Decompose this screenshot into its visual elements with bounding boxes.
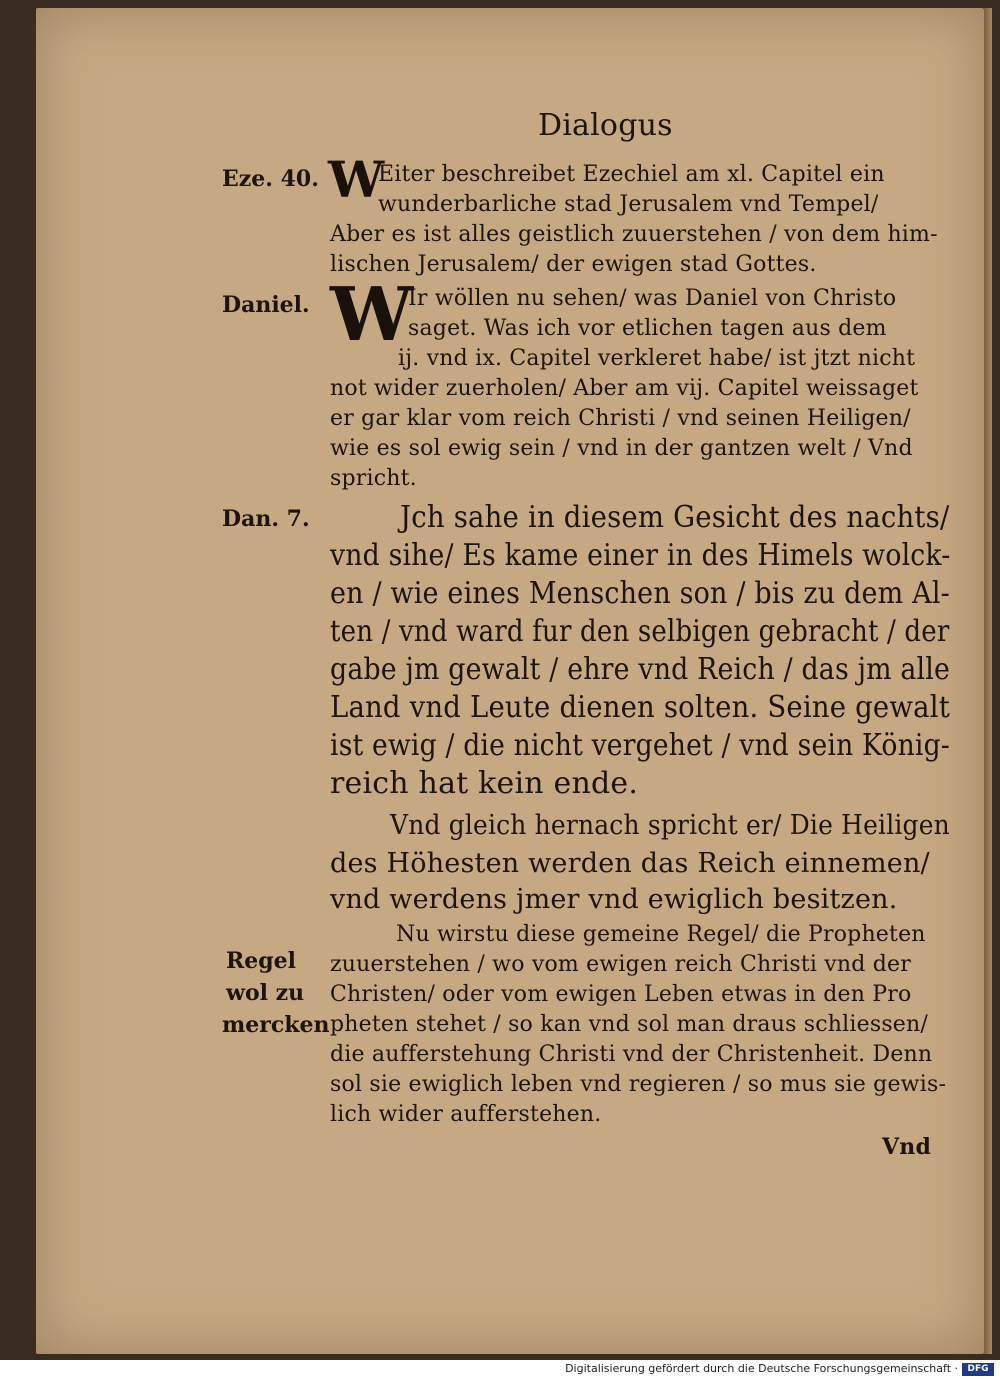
quote-line-2: vnd sihe/ Es kame einer in des Himels wolck-: [330, 538, 951, 573]
p2-line-3: ij. vnd ix. Capitel verkleret habe/ ist jtzt nicht: [398, 346, 916, 371]
margin-note-eze: Eze. 40.: [222, 166, 319, 192]
quote-line-8: reich hat kein ende.: [330, 766, 639, 801]
p3-line-4: pheten stehet / so kan vnd sol man draus schliessen/: [330, 1012, 929, 1037]
catchword: Vnd: [882, 1134, 932, 1160]
quote-line-3: en / wie eines Menschen son / bis zu dem Al-: [330, 576, 950, 611]
initial-w-1: W: [328, 150, 385, 209]
quote-line-11: vnd werdens jmer vnd ewiglich besitzen.: [330, 884, 898, 915]
quote-line-7: ist ewig / die nicht vergehet / vnd sein König-: [330, 728, 950, 763]
p2-line-7: spricht.: [330, 466, 417, 491]
p1-line-4: lischen Jerusalem/ der ewigen stad Gottes.: [330, 252, 817, 277]
margin-note-regel-1: Regel: [226, 948, 297, 974]
quote-line-6: Land vnd Leute dienen solten. Seine gewalt: [330, 690, 950, 725]
p3-line-2: zuuerstehen / wo vom ewigen reich Christi vnd der: [330, 952, 911, 977]
margin-note-regel-2: wol zu: [226, 980, 305, 1006]
footer-bar: [0, 1360, 1000, 1379]
p1-line-3: Aber es ist alles geistlich zuuerstehen / von dem him-: [330, 222, 938, 247]
page-header: Dialogus: [538, 108, 673, 143]
quote-line-10: des Höhesten werden das Reich einnemen/: [330, 848, 930, 879]
quote-line-1: Jch sahe in diesem Gesicht des nachts/: [400, 500, 950, 535]
p3-line-5: die aufferstehung Christi vnd der Christenheit. Denn: [330, 1042, 933, 1067]
p2-line-4: not wider zuerholen/ Aber am vij. Capitel weissaget: [330, 376, 919, 401]
margin-note-daniel: Daniel.: [222, 292, 310, 318]
p3-line-6: sol sie ewiglich leben vnd regieren / so mus sie gewis-: [330, 1072, 947, 1097]
p2-line-2: saget. Was ich vor etlichen tagen aus dem: [408, 316, 887, 341]
margin-note-regel-3: mercken: [222, 1012, 330, 1038]
p3-line-7: lich wider aufferstehen.: [330, 1102, 602, 1127]
p3-line-1: Nu wirstu diese gemeine Regel/ die Propheten: [396, 922, 926, 947]
quote-line-9: Vnd gleich hernach spricht er/ Die Heiligen: [390, 810, 950, 841]
p1-line-1: Eiter beschreibet Ezechiel am xl. Capitel ein: [378, 162, 885, 187]
footer-credit: Digitalisierung gefördert durch die Deutsche Forschungsgemeinschaft ·: [565, 1362, 958, 1375]
quote-line-5: gabe jm gewalt / ehre vnd Reich / das jm alle: [330, 652, 951, 687]
p2-line-6: wie es sol ewig sein / vnd in der gantzen welt / Vnd: [330, 436, 913, 461]
p2-line-5: er gar klar vom reich Christi / vnd seinen Heiligen/: [330, 406, 911, 431]
p2-line-1: Ir wöllen nu sehen/ was Daniel von Christo: [408, 286, 897, 311]
p3-line-3: Christen/ oder vom ewigen Leben etwas in den Pro: [330, 982, 912, 1007]
quote-line-4: ten / vnd ward fur den selbigen gebracht / der: [330, 614, 950, 649]
initial-w-2: W: [330, 272, 414, 358]
dfg-logo-icon: DFG: [962, 1363, 994, 1376]
p1-line-2: wunderbarliche stad Jerusalem vnd Tempel/: [378, 192, 879, 217]
margin-note-dan7: Dan. 7.: [222, 506, 310, 532]
